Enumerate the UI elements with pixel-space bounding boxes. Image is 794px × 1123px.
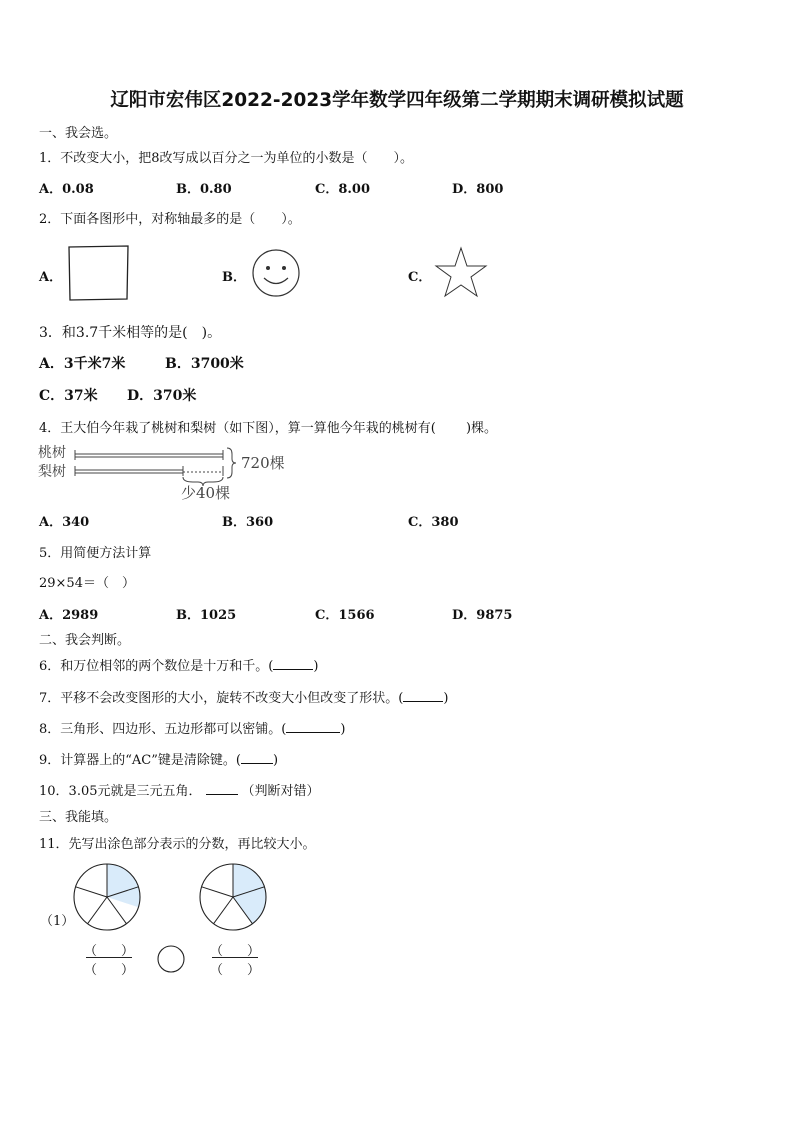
question-4-text: 4．王大伯今年栽了桃树和梨树（如下图），算一算他今年栽的桃树有( )棵。: [39, 421, 498, 436]
compare-circle[interactable]: [156, 944, 186, 974]
q3-option-a[interactable]: A．3千米7米: [39, 356, 126, 372]
left-fraction-blank[interactable]: [84, 940, 134, 976]
right-denominator-close: ）: [246, 963, 260, 978]
left-fraction-bar: [86, 957, 132, 958]
fraction-circle-right: [196, 860, 270, 934]
total-count-label: 720棵: [241, 454, 285, 472]
q10-judge-hint: （判断对错）: [241, 784, 320, 799]
question-6: [39, 655, 318, 674]
question-8: [39, 718, 345, 737]
q10-answer-blank[interactable]: [206, 782, 238, 795]
section-heading-fill: 三、我能填。: [39, 810, 118, 825]
question-8-text: 8．三角形、四边形、五边形都可以密铺。(: [39, 722, 287, 737]
tree-line-diagram: [38, 442, 298, 502]
left-numerator-close: ）: [120, 944, 134, 959]
q2-option-a[interactable]: A．: [39, 270, 63, 285]
q8-answer-blank[interactable]: [286, 720, 340, 733]
q8-close-paren: ): [340, 722, 346, 737]
q1-option-d[interactable]: D．800: [452, 182, 504, 197]
right-fraction-bar: [212, 957, 258, 958]
square-figure: [66, 244, 130, 302]
q1-option-a[interactable]: A．0.08: [39, 182, 94, 197]
q5-option-d[interactable]: D．9875: [452, 608, 513, 623]
right-fraction-blank[interactable]: [210, 940, 260, 976]
left-denominator-close: ）: [120, 963, 134, 978]
right-numerator-close: ）: [246, 944, 260, 959]
q6-answer-blank[interactable]: [273, 657, 313, 670]
peach-tree-label: 桃树: [38, 445, 66, 461]
question-10-text: 10．3.05元就是三元五角．: [39, 784, 202, 799]
q1-option-c[interactable]: C．8.00: [315, 182, 371, 197]
question-9-text: 9．计算器上的“AC”键是清除键。(: [39, 753, 241, 768]
q3-option-b[interactable]: B．3700米: [165, 356, 244, 372]
question-11-text: 11．先写出涂色部分表示的分数，再比较大小。: [39, 837, 316, 852]
left-denominator-open: （: [84, 963, 98, 978]
section-heading-choose: 一、我会选。: [39, 126, 118, 141]
fraction-circle-left: [70, 860, 144, 934]
q5-option-b[interactable]: B．1025: [176, 608, 237, 623]
question-9: [39, 749, 278, 768]
left-numerator-open: （: [84, 944, 98, 959]
q9-answer-blank[interactable]: [241, 751, 273, 764]
left-shaded-sector: [107, 864, 140, 907]
question-1-text: 1．不改变大小，把8改写成以百分之一为单位的小数是（ ）。: [39, 151, 414, 166]
q2-option-b[interactable]: B．: [222, 270, 246, 285]
q11-part-label: （1）: [40, 914, 75, 929]
pear-tree-label: 梨树: [38, 464, 66, 480]
page-title: 辽阳市宏伟区2022-2023学年数学四年级第二学期期末调研模拟试题: [110, 90, 684, 111]
q1-option-b[interactable]: B．0.80: [176, 182, 232, 197]
section-heading-judge: 二、我会判断。: [39, 633, 131, 648]
question-7-text: 7．平移不会改变图形的大小，旋转不改变大小但改变了形状。(: [39, 691, 404, 706]
q6-close-paren: ): [313, 659, 319, 674]
question-5-expression: 29×54＝（ ）: [39, 576, 135, 591]
q2-option-c[interactable]: C．: [408, 270, 432, 285]
right-numerator-open: （: [210, 944, 224, 959]
q3-option-d[interactable]: D．370米: [127, 388, 197, 404]
q9-close-paren: ): [272, 753, 279, 768]
right-denominator-open: （: [210, 963, 224, 978]
smiley-face-figure: [250, 247, 302, 299]
q3-option-c[interactable]: C．37米: [39, 388, 98, 404]
q5-option-a[interactable]: A．2989: [39, 608, 99, 623]
q4-option-b[interactable]: B．360: [222, 515, 274, 530]
q7-close-paren: ): [443, 691, 449, 706]
q4-option-a[interactable]: A．340: [39, 515, 90, 530]
difference-label: 少40棵: [181, 484, 231, 502]
question-2-text: 2．下面各图形中，对称轴最多的是（ ）。: [39, 212, 301, 227]
q4-option-c[interactable]: C．380: [408, 515, 459, 530]
star-figure: [434, 246, 488, 298]
q7-answer-blank[interactable]: [403, 689, 443, 702]
question-5-text: 5．用简便方法计算: [39, 546, 152, 561]
question-10: [39, 780, 320, 799]
question-6-text: 6．和万位相邻的两个数位是十万和千。(: [39, 659, 274, 674]
question-7: [39, 687, 448, 706]
question-3-text: 3．和3.7千米相等的是( )。: [39, 325, 222, 341]
q5-option-c[interactable]: C．1566: [315, 608, 375, 623]
